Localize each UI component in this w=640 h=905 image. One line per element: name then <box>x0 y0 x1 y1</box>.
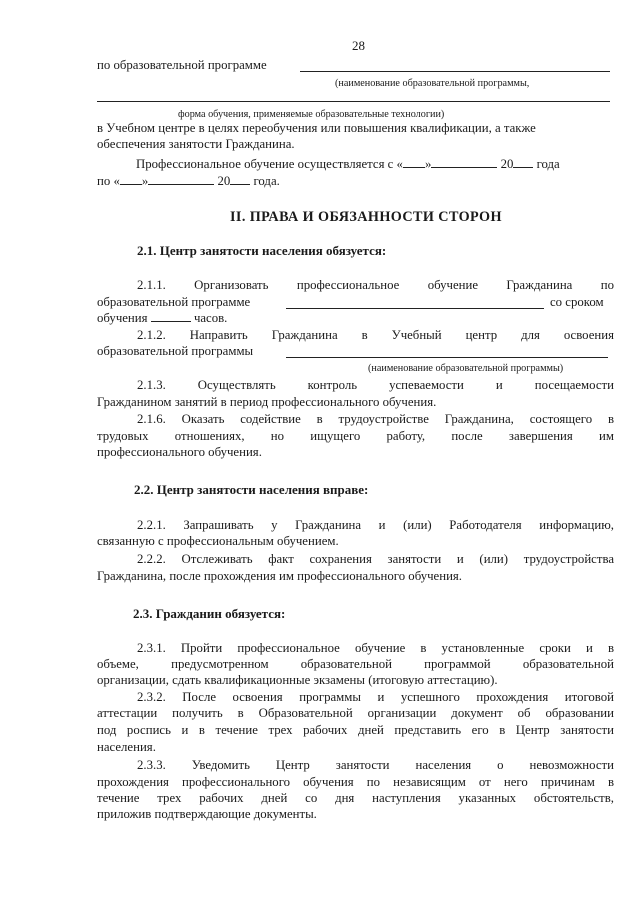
subsection-2-1-title: 2.1. Центр занятости населения обязуется: <box>137 243 387 258</box>
clause-2-3-1-line-1: 2.3.1. Пройти профессиональное обучение в установленные сроки и в <box>137 641 614 655</box>
program-blank-2 <box>286 357 608 358</box>
clause-2-1-2-line-1: 2.1.2. Направить Гражданина в Учебный центр для освоения <box>137 328 614 342</box>
clause-2-1-1-line-1: 2.1.1. Организовать профессиональное обучение Гражданина по <box>137 278 614 292</box>
clause-2-2-1-line-2: связанную с профессиональным обучением. <box>97 534 339 548</box>
clause-2-1-6-line-1: 2.1.6. Оказать содействие в трудоустройстве Гражданина, состоящего в <box>137 412 614 426</box>
caption-form: форма обучения, применяемые образовательные технологии) <box>178 109 445 120</box>
subsection-2-3-title: 2.3. Гражданин обязуется: <box>133 606 286 621</box>
clause-2-3-3-line-1: 2.3.3. Уведомить Центр занятости населения о невозможности <box>137 758 614 772</box>
clause-2-1-1-line-3: обучения часов. <box>97 311 228 325</box>
clause-2-3-1-line-2: объеме, предусмотренном образовательной программой образовательной <box>97 657 614 671</box>
clause-2-2-2-line-1: 2.2.2. Отслеживать факт сохранения занятости и (или) трудоустройства <box>137 552 614 566</box>
caption-program: (наименование образовательной программы, <box>335 78 530 89</box>
program-blank <box>300 71 610 72</box>
clause-2-3-1-line-3: организации, сдать квалификационные экзамены (итоговую аттестацию). <box>97 673 498 687</box>
clause-2-3-2-line-2: аттестации получить в Образовательной организации документ об образовании <box>97 706 614 720</box>
section-title: II. ПРАВА И ОБЯЗАННОСТИ СТОРОН <box>230 209 502 225</box>
clause-2-1-1-line-2: образовательной программе <box>97 295 251 309</box>
clause-2-2-2-line-2: Гражданина, после прохождения им профессионального обучения. <box>97 569 463 583</box>
caption-program-name: (наименование образовательной программы) <box>368 363 564 374</box>
clause-2-2-1-line-1: 2.2.1. Запрашивать у Гражданина и (или) Работодателя информацию, <box>137 518 614 532</box>
clause-2-3-2-line-4: населения. <box>97 740 156 754</box>
intro-line-2: обеспечения занятости Гражданина. <box>97 137 295 151</box>
clause-2-3-2-line-3: под роспись и в течение трех рабочих дней представить его в Центр занятости <box>97 723 614 737</box>
clause-2-1-3-line-2: Гражданином занятий в период профессионального обучения. <box>97 395 437 409</box>
clause-2-1-6-line-3: профессионального обучения. <box>97 445 262 459</box>
dates-from-label: Профессиональное обучение осуществляется с « <box>136 157 403 171</box>
subsection-2-2-title: 2.2. Центр занятости населения вправе: <box>134 482 369 497</box>
program-name-blank <box>286 308 544 309</box>
form-blank <box>97 101 610 102</box>
clause-2-3-3-line-2: прохождения профессионального обучения по независящим от него причинам в <box>97 775 614 789</box>
clause-2-1-3-line-1: 2.1.3. Осуществлять контроль успеваемости и посещаемости <box>137 378 614 392</box>
clause-2-3-2-line-1: 2.3.2. После освоения программы и успешного прохождения итоговой <box>137 690 614 704</box>
clause-2-1-2-line-2: образовательной программы <box>97 344 254 358</box>
page-number: 28 <box>352 38 365 53</box>
clause-2-1-6-line-2: трудовых отношениях, но ищущего работу, после завершения им <box>97 429 614 443</box>
term-label: со сроком <box>550 295 604 309</box>
intro-line-1: в Учебном центре в целях переобучения или повышения квалификации, а также <box>97 121 536 135</box>
dates-line-2: по « » 20 года. <box>97 174 280 188</box>
program-prefix: по образовательной программе <box>97 58 267 72</box>
dates-line-1: Профессиональное обучение осуществляется с « » 20 года <box>136 157 560 171</box>
clause-2-3-3-line-3: течение трех рабочих дней со дня наступления указанных обстоятельств, <box>97 791 614 805</box>
clause-2-3-3-line-4: приложив подтверждающие документы. <box>97 807 317 821</box>
